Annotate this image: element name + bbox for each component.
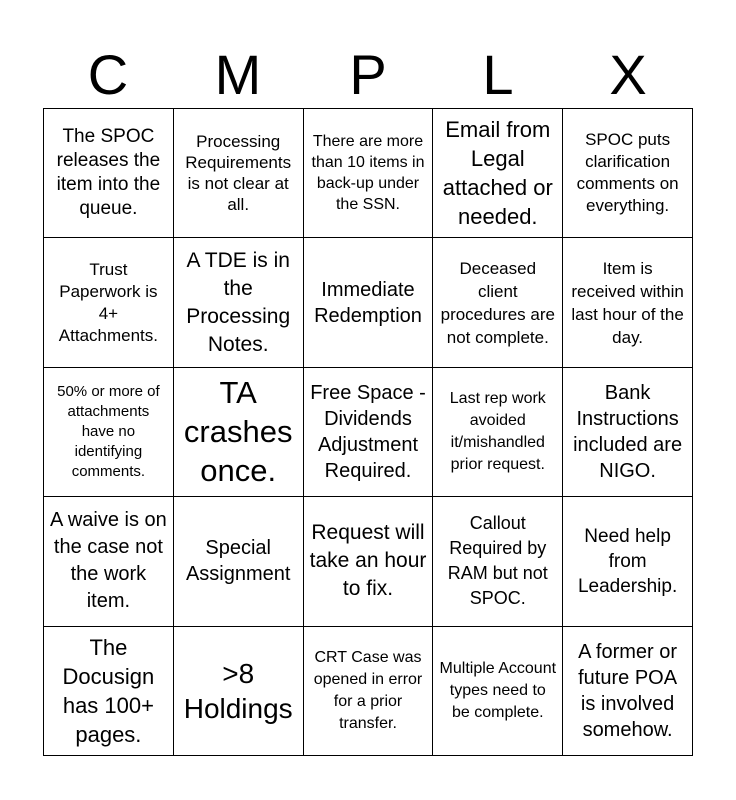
bingo-cell-r4c1[interactable]: A waive is on the case not the work item. [44, 497, 174, 626]
bingo-cell-r1c4[interactable]: Email from Legal attached or needed. [433, 109, 563, 238]
bingo-cell-r4c4[interactable]: Callout Required by RAM but not SPOC. [433, 497, 563, 626]
bingo-cell-r1c2[interactable]: Processing Requirements is not clear at all. [174, 109, 304, 238]
bingo-cell-r1c3[interactable]: There are more than 10 items in back-up under the SSN. [304, 109, 434, 238]
bingo-cell-r2c2[interactable]: A TDE is in the Processing Notes. [174, 238, 304, 367]
bingo-cell-r2c1[interactable]: Trust Paperwork is 4+ Attachments. [44, 238, 174, 367]
header-letter-x: X [609, 43, 647, 106]
bingo-cell-r3c1[interactable]: 50% or more of attachments have no identifying comments. [44, 368, 174, 497]
bingo-cell-r1c5[interactable]: SPOC puts clarification comments on everything. [563, 109, 693, 238]
bingo-cell-r5c4[interactable]: Multiple Account types need to be complete. [433, 627, 563, 756]
bingo-cell-r5c3[interactable]: CRT Case was opened in error for a prior transfer. [304, 627, 434, 756]
bingo-cell-r3c4[interactable]: Last rep work avoided it/mishandled prior request. [433, 368, 563, 497]
header-letter-m: M [214, 43, 262, 106]
bingo-cell-r5c5[interactable]: A former or future POA is involved somehow. [563, 627, 693, 756]
bingo-cell-r5c2[interactable]: >8 Holdings [174, 627, 304, 756]
bingo-cell-r2c3[interactable]: Immediate Redemption [304, 238, 434, 367]
bingo-cell-r2c4[interactable]: Deceased client procedures are not complete. [433, 238, 563, 367]
bingo-cell-r1c1[interactable]: The SPOC releases the item into the queue. [44, 109, 174, 238]
bingo-grid [43, 108, 693, 756]
bingo-cell-r3c3[interactable]: Free Space - Dividends Adjustment Required. [304, 368, 434, 497]
bingo-header [43, 42, 693, 108]
header-letter-p: P [349, 43, 387, 106]
bingo-cell-r3c2[interactable]: TA crashes once. [174, 368, 304, 497]
bingo-cell-r2c5[interactable]: Item is received within last hour of the day. [563, 238, 693, 367]
bingo-cell-r4c3[interactable]: Request will take an hour to fix. [304, 497, 434, 626]
bingo-cell-r3c5[interactable]: Bank Instructions included are NIGO. [563, 368, 693, 497]
header-letter-c: C [87, 43, 129, 106]
bingo-cell-r4c2[interactable]: Special Assignment [174, 497, 304, 626]
bingo-cell-r4c5[interactable]: Need help from Leadership. [563, 497, 693, 626]
bingo-cell-r5c1[interactable]: The Docusign has 100+ pages. [44, 627, 174, 756]
header-letter-l: L [482, 43, 514, 106]
